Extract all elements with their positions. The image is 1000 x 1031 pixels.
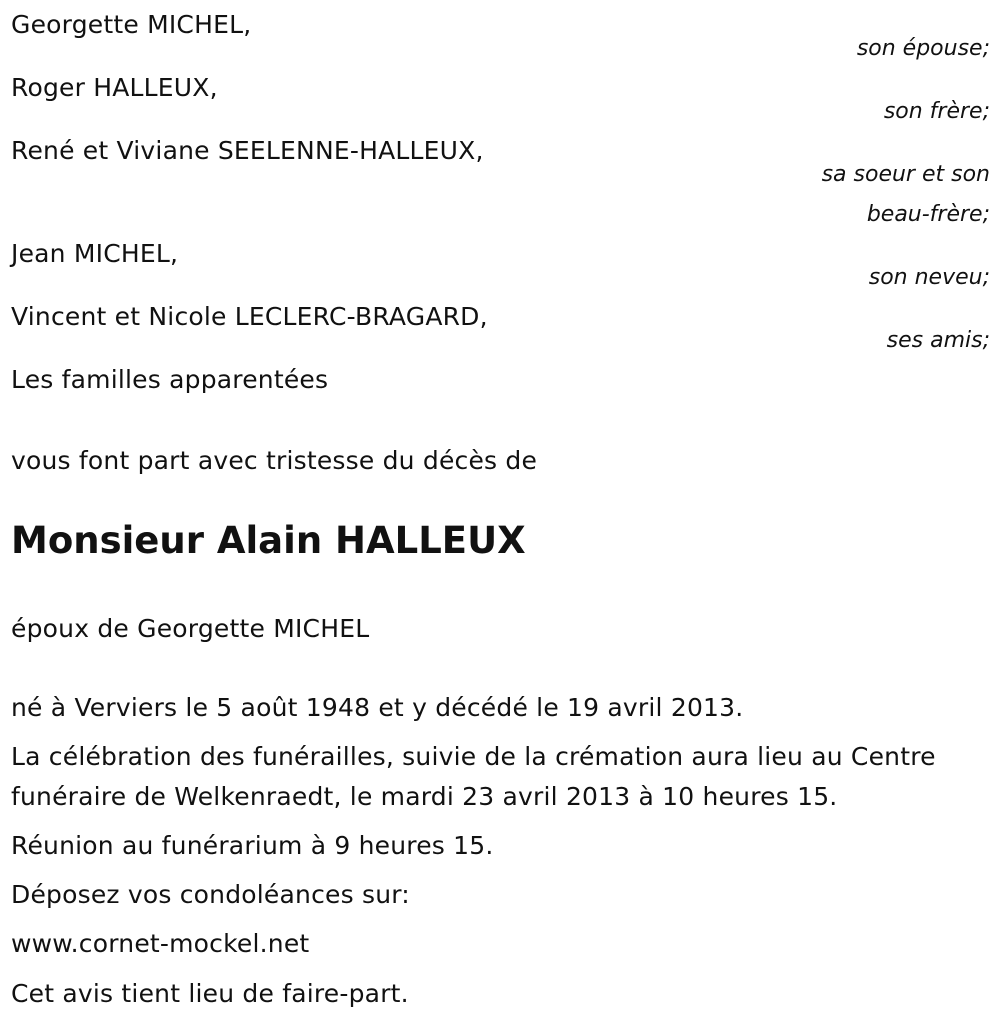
- website-link[interactable]: www.cornet-mockel.net: [11, 929, 310, 958]
- condolences-label: Déposez vos condoléances sur:: [11, 880, 410, 909]
- closing-text: Cet avis tient lieu de faire-part.: [11, 979, 409, 1008]
- family-member-relation: sa soeur et son: [821, 162, 990, 187]
- family-member-name: Jean MICHEL,: [11, 239, 179, 268]
- family-member-name: Roger HALLEUX,: [11, 73, 218, 102]
- family-member-name: Georgette MICHEL,: [11, 10, 252, 39]
- family-member-name: René et Viviane SEELENNE-HALLEUX,: [11, 136, 484, 165]
- family-member-name: Vincent et Nicole LECLERC-BRAGARD,: [11, 302, 488, 331]
- deceased-name: Monsieur Alain HALLEUX: [11, 519, 526, 562]
- family-member-relation: son épouse;: [856, 36, 990, 61]
- birth-death-line: né à Verviers le 5 août 1948 et y décédé le 19 avril 2013.: [11, 693, 744, 722]
- family-member-relation: son frère;: [883, 99, 990, 124]
- announcement-text: vous font part avec tristesse du décès de: [11, 446, 538, 475]
- family-member-relation-continued: beau-frère;: [866, 202, 990, 227]
- family-member-relation: ses amis;: [886, 328, 990, 353]
- family-member-relation: son neveu;: [868, 265, 990, 290]
- meeting-details: Réunion au funérarium à 9 heures 15.: [11, 831, 494, 860]
- spouse-line: époux de Georgette MICHEL: [11, 614, 370, 643]
- family-member-name: Les familles apparentées: [11, 365, 329, 394]
- ceremony-details: La célébration des funérailles, suivie de la crémation aura lieu au Centre funéraire de Welkenraedt, le mardi 23 avril 2013 à 10 heures 15.: [11, 742, 936, 811]
